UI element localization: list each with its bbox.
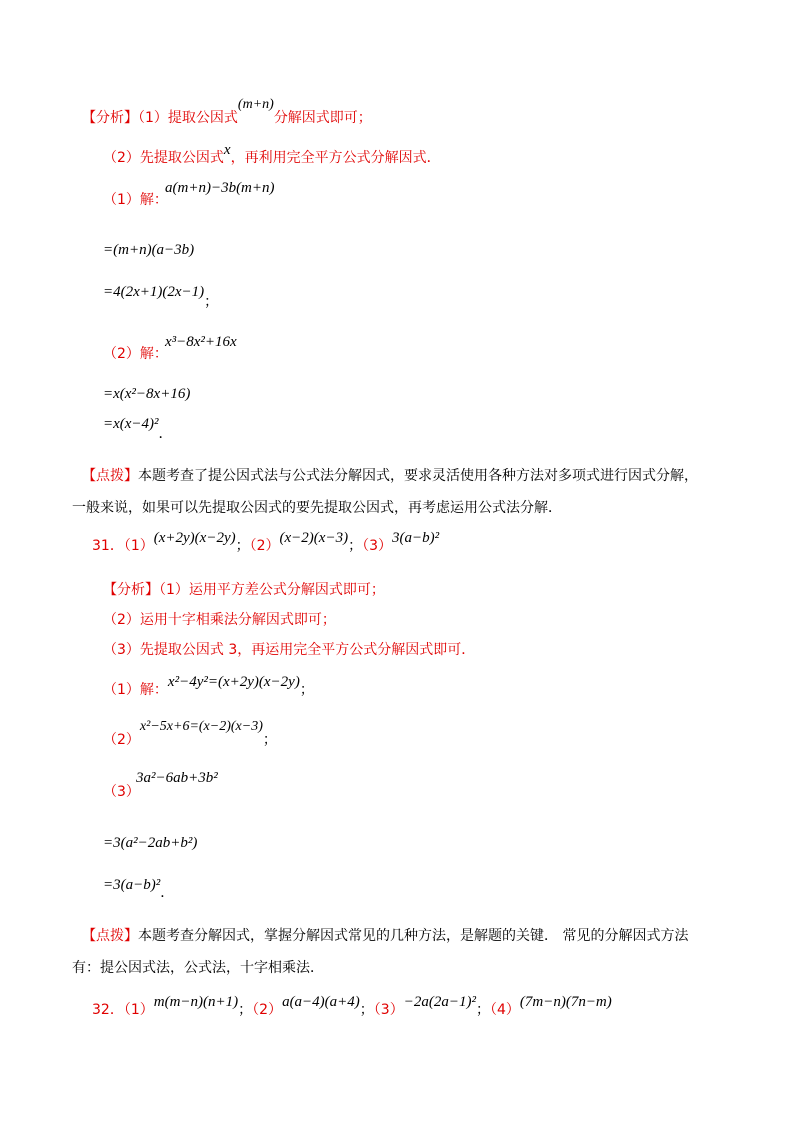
math-expression: x²−4y²=(x+2y)(x−2y)	[167, 674, 300, 690]
math-expression: x	[223, 142, 231, 158]
part-label: （3）	[362, 538, 392, 554]
math-expression: =4(2x+1)(2x−1)	[103, 284, 205, 300]
answer-expression: a(a−4)(a+4)	[282, 994, 360, 1010]
comment-tag: 【点拨】	[82, 468, 138, 484]
solution-31-3-expression: 3a²−6ab+3b²	[136, 770, 218, 786]
analysis-31-line-1	[103, 580, 385, 600]
answer-expression: 3(a−b)²	[392, 530, 440, 546]
question-32-answers	[92, 994, 612, 1020]
analysis-text: 分解因式即可；	[273, 110, 372, 126]
question-31-answers	[92, 530, 440, 556]
solution-label: （1）解：	[103, 192, 168, 208]
answer-expression: (x+2y)(x−2y)	[153, 530, 236, 546]
part-label: （4）	[489, 1002, 520, 1018]
solution-label: （3）	[103, 784, 140, 800]
analysis-text: 先提取公因式	[139, 150, 224, 166]
solution-label: （2）解：	[103, 346, 168, 362]
analysis-31-line-3: （3）先提取公因式 3，再运用完全平方公式分解因式即可．	[103, 642, 476, 658]
comment-line-2: 一般来说，如果可以先提取公因式的要先提取公因式，再考虑运用公式法分解．	[72, 500, 562, 516]
solution-1-step-2	[103, 282, 219, 310]
solution-2-step-2	[103, 414, 173, 442]
solution-1-step-1: =(m+n)(a−3b)	[103, 242, 195, 258]
solution-31-3-step-1: =3(a²−2ab+b²)	[103, 835, 198, 851]
math-expression: =3(a−b)²	[103, 877, 161, 893]
solution-label: （2）	[103, 732, 140, 748]
math-expression: =x(x−4)²	[103, 416, 159, 432]
comment-text: 本题考查分解因式，掌握分解因式常见的几种方法，是解题的关键． 常见的分解因式方法	[138, 928, 689, 944]
answer-expression: (7m−n)(7n−m)	[519, 994, 612, 1010]
part-label: （1）	[123, 1002, 154, 1018]
answer-expression: (x−2)(x−3)	[279, 530, 349, 546]
analysis-tag: 【分析】	[82, 110, 138, 126]
comment-text: 本题考查了提公因式法与公式法分解因式，要求灵活使用各种方法对多项式进行因式分解，	[138, 468, 698, 484]
analysis-text: 提取公因式	[167, 110, 238, 126]
part-label: （2）	[252, 1002, 283, 1018]
part-label: （2）	[249, 538, 280, 554]
math-expression: x²−5x+6=(x−2)(x−3)	[139, 719, 263, 734]
solution-31-2	[103, 719, 277, 751]
part-label: （1）	[123, 538, 154, 554]
separator: ；	[348, 538, 363, 554]
punctuation: ．	[158, 426, 173, 442]
comment-line-1	[82, 466, 698, 486]
item-number: （1）	[138, 110, 168, 126]
punctuation: ；	[299, 682, 314, 698]
solution-1-label	[103, 190, 168, 210]
solution-label: （1）解：	[103, 682, 168, 698]
punctuation: ．	[160, 885, 175, 901]
solution-2-label	[103, 344, 168, 364]
comment-tag: 【点拨】	[82, 928, 138, 944]
analysis-text: ，再利用完全平方公式分解因式．	[230, 150, 441, 166]
separator: ；	[238, 1002, 253, 1018]
question-number: 31．	[92, 538, 124, 554]
comment-31-line-1	[82, 926, 688, 946]
analysis-line-2	[103, 142, 441, 168]
solution-31-3-step-2	[103, 875, 175, 901]
analysis-31-line-2: （2）运用十字相乘法分解因式即可；	[103, 612, 336, 628]
separator: ；	[359, 1002, 374, 1018]
solution-31-1	[103, 674, 314, 700]
solution-1-expression: a(m+n)−3b(m+n)	[165, 180, 275, 196]
item-number: （2）	[103, 150, 140, 166]
math-expression: (m+n)	[237, 97, 274, 112]
solution-2-step-1: =x(x²−8x+16)	[103, 386, 191, 402]
separator: ；	[475, 1002, 490, 1018]
analysis-text: （1）运用平方差公式分解因式即可；	[159, 582, 385, 598]
comment-31-line-2: 有：提公因式法，公式法，十字相乘法．	[72, 960, 324, 976]
answer-expression: m(m−n)(n+1)	[153, 994, 239, 1010]
punctuation: ；	[204, 294, 219, 310]
solution-31-3-label	[103, 782, 140, 802]
part-label: （3）	[373, 1002, 404, 1018]
solution-2-expression: x³−8x²+16x	[165, 334, 237, 350]
separator: ；	[235, 538, 250, 554]
punctuation: ；	[262, 732, 277, 748]
analysis-line-1	[82, 97, 372, 129]
analysis-tag: 【分析】	[103, 582, 159, 598]
answer-expression: −2a(2a−1)²	[403, 994, 476, 1010]
question-number: 32．	[92, 1002, 124, 1018]
